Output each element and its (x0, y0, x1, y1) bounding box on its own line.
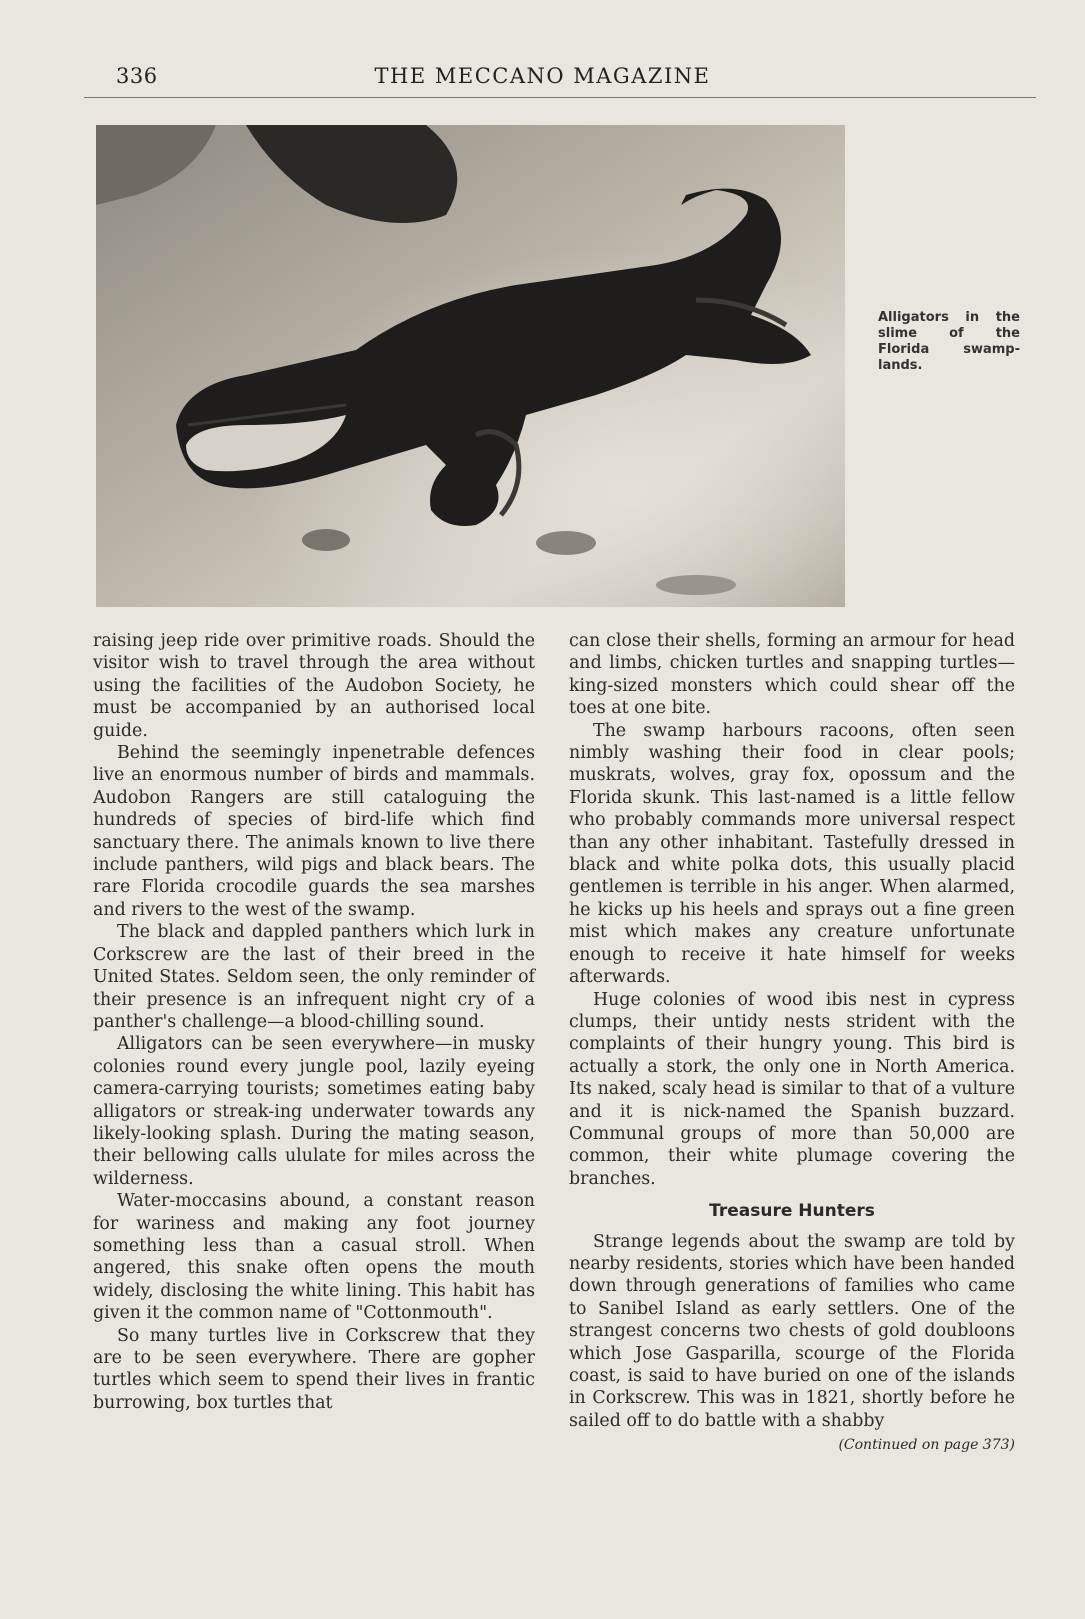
paragraph: The black and dappled panthers which lurk in Corkscrew are the last of their breed in the United States. Seldom seen, the only reminder of their presence is an infrequent night cry of a panther's challenge—a blood-chilling sound. (93, 922, 535, 1032)
paragraph (569, 1231, 1015, 1454)
section-heading: Treasure Hunters (709, 1201, 875, 1222)
paragraph: Water-moccasins abound, a constant reason for wariness and making any foot journey something less than a casual stroll. When angered, this snake often opens the mouth widely, disclosing the white lining. This habit has given it the common name of "Cottonmouth". (93, 1191, 535, 1324)
running-head: THE MECCANO MAGAZINE (374, 64, 711, 88)
photo-caption: Alligators in the slime of the Florida swamp-lands. (878, 310, 1020, 373)
right-column (569, 630, 1015, 1457)
paragraph: Huge colonies of wood ibis nest in cypress clumps, their untidy nests strident with the complaints of their hungry young. This bird is actually a stork, the only one in North America. Its naked, scaly head is similar to that of a vulture and it is nick-named the Spanish buzzard. Communal groups of more than 50,000 are common, their white plumage covering the branches. (569, 989, 1015, 1189)
continued-note: (Continued on page 373) (838, 1437, 1015, 1454)
left-column (93, 630, 535, 1414)
page-number: 336 (116, 64, 158, 88)
alligator-photo (96, 125, 845, 607)
paragraph: raising jeep ride over primitive roads. Should the visitor wish to travel through the area without using the facilities of the Audobon Society, he must be accompanied by an authorised local guide. (93, 631, 535, 741)
paragraph: So many turtles live in Corkscrew that they are to be seen everywhere. There are gopher turtles which seem to spend their lives in frantic burrowing, box turtles that (93, 1325, 535, 1413)
paragraph: Behind the seemingly inpenetrable defences live an enormous number of birds and mammals. Audobon Rangers are still cataloguing the hundreds of species of bird-life which find sanctuary there. The animals known to live there include panthers, wild pigs and black bears. The rare Florida crocodile guards the sea marshes and rivers to the west of the swamp. (93, 743, 535, 920)
paragraph: The swamp harbours racoons, often seen nimbly washing their food in clear pools; muskrats, wolves, gray fox, opossum and the Florida skunk. This last-named is a little fellow who probably commands more universal respect than any other inhabitant. Tastefully dressed in black and white polka dots, this usually placid gentlemen is terrible in his anger. When alarmed, he kicks up his heels and sprays out a fine green mist which makes any creature unfortunate enough to receive it hate himself for weeks afterwards. (569, 720, 1015, 988)
paragraph-text: Strange legends about the swamp are told by nearby residents, stories which have been handed down through generations of families who came to Sanibel Island as early settlers. One of the strangest concerns two chests of gold doubloons which Jose Gasparilla, scourge of the Florida coast, is said to have buried on one of the islands in Corkscrew. This was in 1821, shortly before he sailed off to do battle with a shabby (569, 1231, 1015, 1431)
paragraph: Alligators can be seen everywhere—in musky colonies round every jungle pool, lazily eyeing camera-carrying tourists; sometimes eating baby alligators or streak-ing underwater towards any likely-looking splash. During the mating season, their bellowing calls ululate for miles across the wilderness. (93, 1034, 535, 1189)
paragraph: can close their shells, forming an armour for head and limbs, chicken turtles and snapping turtles—king-sized monsters which could shear off the toes at one bite. (569, 631, 1015, 719)
header-rule (84, 97, 1036, 98)
